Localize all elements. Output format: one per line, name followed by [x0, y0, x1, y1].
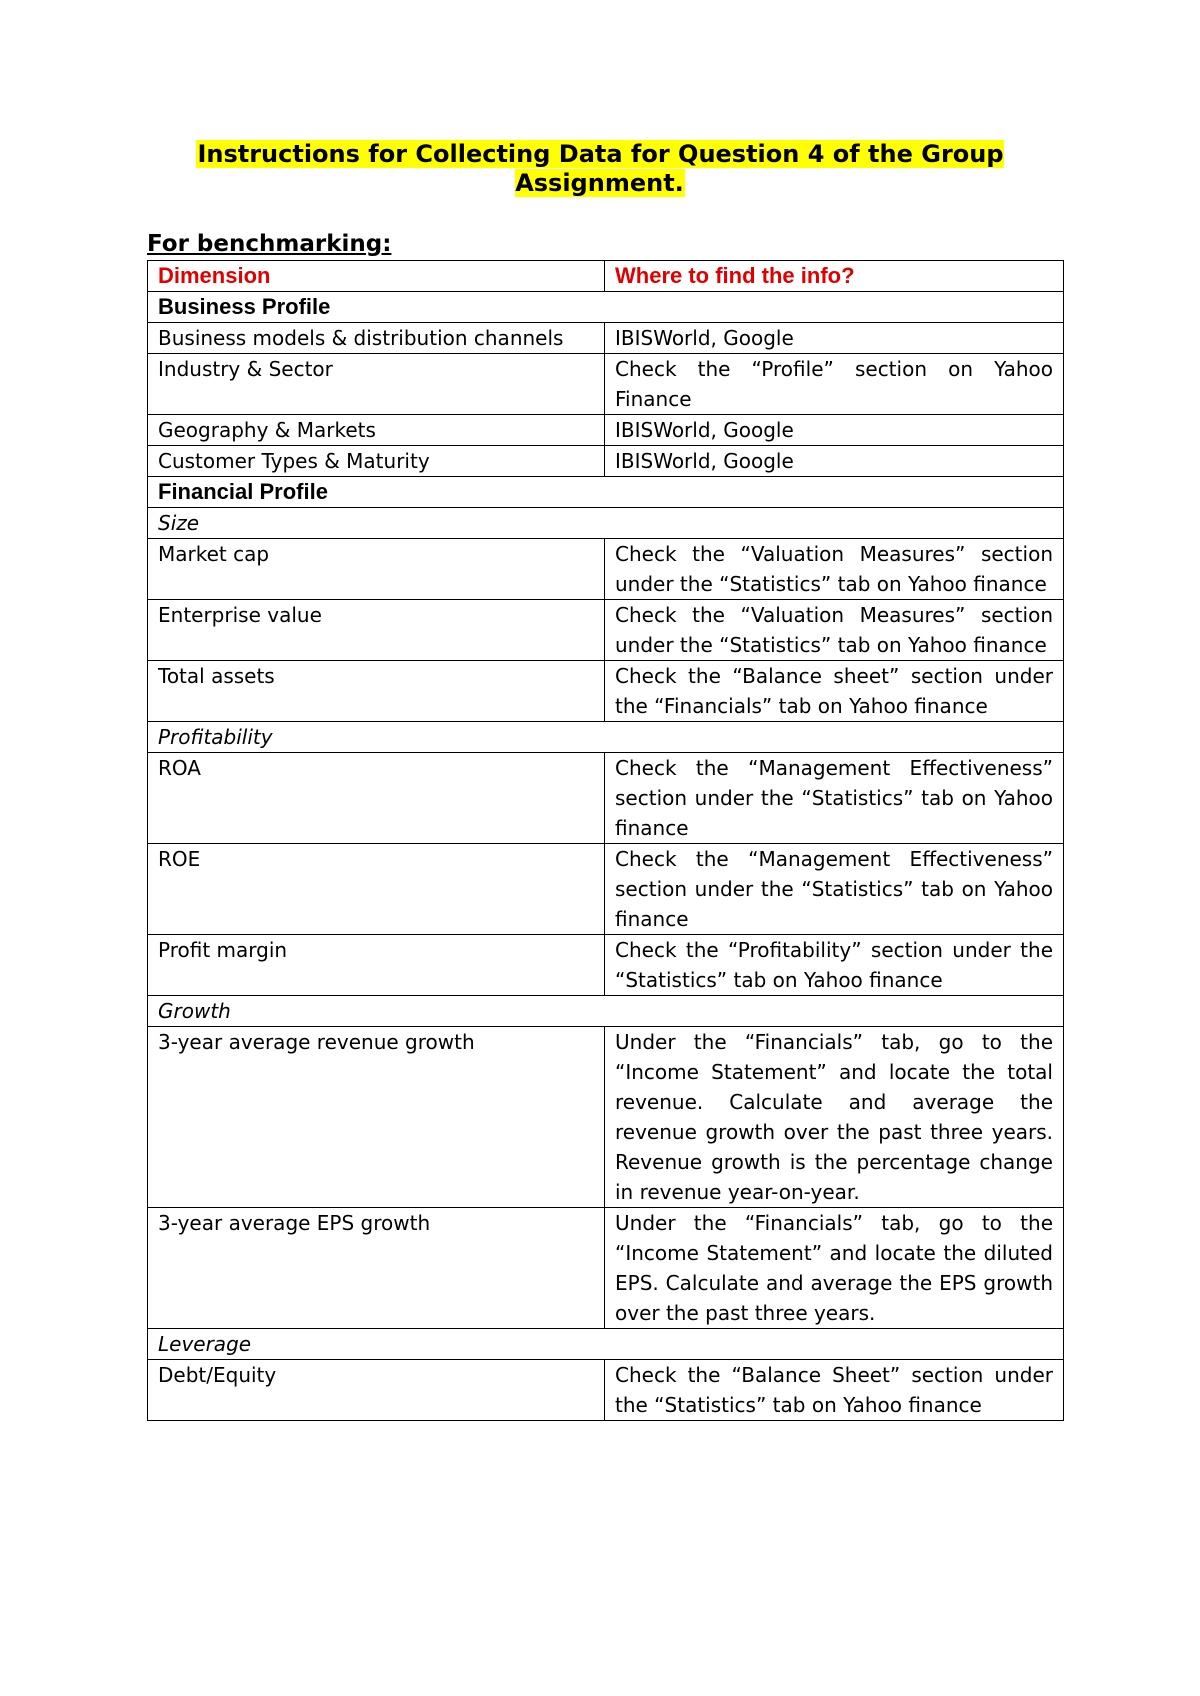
- table-row: [148, 1360, 1064, 1421]
- table-row: [148, 323, 1064, 354]
- where-cell: Check the “Profitability” section under the “Statistics” tab on Yahoo finance: [605, 935, 1064, 996]
- title-highlight: Instructions for Collecting Data for Question 4 of the Group Assignment.: [197, 140, 1004, 197]
- header-dimension: Dimension: [148, 261, 605, 292]
- dimension-cell: ROA: [148, 753, 605, 844]
- table-row: [148, 1208, 1064, 1329]
- dimension-cell: Customer Types & Maturity: [148, 446, 605, 477]
- table-row: [148, 600, 1064, 661]
- dimension-cell: 3-year average revenue growth: [148, 1027, 605, 1208]
- dimension-cell: Geography & Markets: [148, 415, 605, 446]
- where-cell: Under the “Financials” tab, go to the “Income Statement” and locate the total revenue. Calculate and average the revenue growth over the past three years. Revenue growth is the percentage change in revenue year-on-year.: [605, 1027, 1064, 1208]
- where-cell: Under the “Financials” tab, go to the “Income Statement” and locate the diluted EPS. Calculate and average the EPS growth over the past three years.: [605, 1208, 1064, 1329]
- group-row-financial-profile: [148, 477, 1064, 508]
- table-row: [148, 935, 1064, 996]
- where-cell: Check the “Management Effectiveness” section under the “Statistics” tab on Yahoo finance: [605, 753, 1064, 844]
- dimension-cell: Enterprise value: [148, 600, 605, 661]
- where-cell: IBISWorld, Google: [605, 323, 1064, 354]
- subgroup-row-profitability: [148, 722, 1064, 753]
- group-row-business-profile: [148, 292, 1064, 323]
- where-cell: Check the “Balance Sheet” section under the “Statistics” tab on Yahoo finance: [605, 1360, 1064, 1421]
- table-row: [148, 753, 1064, 844]
- header-where: Where to find the info?: [605, 261, 1064, 292]
- table-row: [148, 446, 1064, 477]
- table-row: [148, 844, 1064, 935]
- where-cell: Check the “Valuation Measures” section under the “Statistics” tab on Yahoo finance: [605, 600, 1064, 661]
- where-cell: Check the “Balance sheet” section under the “Financials” tab on Yahoo finance: [605, 661, 1064, 722]
- group-label: Business Profile: [148, 292, 1064, 323]
- table-row: [148, 661, 1064, 722]
- section-heading: For benchmarking:: [147, 231, 392, 257]
- where-cell: Check the “Profile” section on Yahoo Finance: [605, 354, 1064, 415]
- where-cell: Check the “Management Effectiveness” section under the “Statistics” tab on Yahoo finance: [605, 844, 1064, 935]
- dimension-cell: Business models & distribution channels: [148, 323, 605, 354]
- where-cell: IBISWorld, Google: [605, 415, 1064, 446]
- table-row: [148, 539, 1064, 600]
- subgroup-label: Growth: [148, 996, 1064, 1027]
- dimension-cell: Total assets: [148, 661, 605, 722]
- document-title: [180, 140, 1020, 198]
- dimension-cell: Industry & Sector: [148, 354, 605, 415]
- subgroup-label: Leverage: [148, 1329, 1064, 1360]
- subgroup-row-size: [148, 508, 1064, 539]
- table-row: [148, 415, 1064, 446]
- dimension-cell: 3-year average EPS growth: [148, 1208, 605, 1329]
- where-cell: Check the “Valuation Measures” section under the “Statistics” tab on Yahoo finance: [605, 539, 1064, 600]
- benchmarking-table: [147, 260, 1064, 1421]
- dimension-cell: Profit margin: [148, 935, 605, 996]
- table-row: [148, 354, 1064, 415]
- where-cell: IBISWorld, Google: [605, 446, 1064, 477]
- group-label: Financial Profile: [148, 477, 1064, 508]
- table-header-row: [148, 261, 1064, 292]
- subgroup-row-growth: [148, 996, 1064, 1027]
- subgroup-label: Profitability: [148, 722, 1064, 753]
- subgroup-label: Size: [148, 508, 1064, 539]
- table-row: [148, 1027, 1064, 1208]
- dimension-cell: ROE: [148, 844, 605, 935]
- dimension-cell: Debt/Equity: [148, 1360, 605, 1421]
- subgroup-row-leverage: [148, 1329, 1064, 1360]
- dimension-cell: Market cap: [148, 539, 605, 600]
